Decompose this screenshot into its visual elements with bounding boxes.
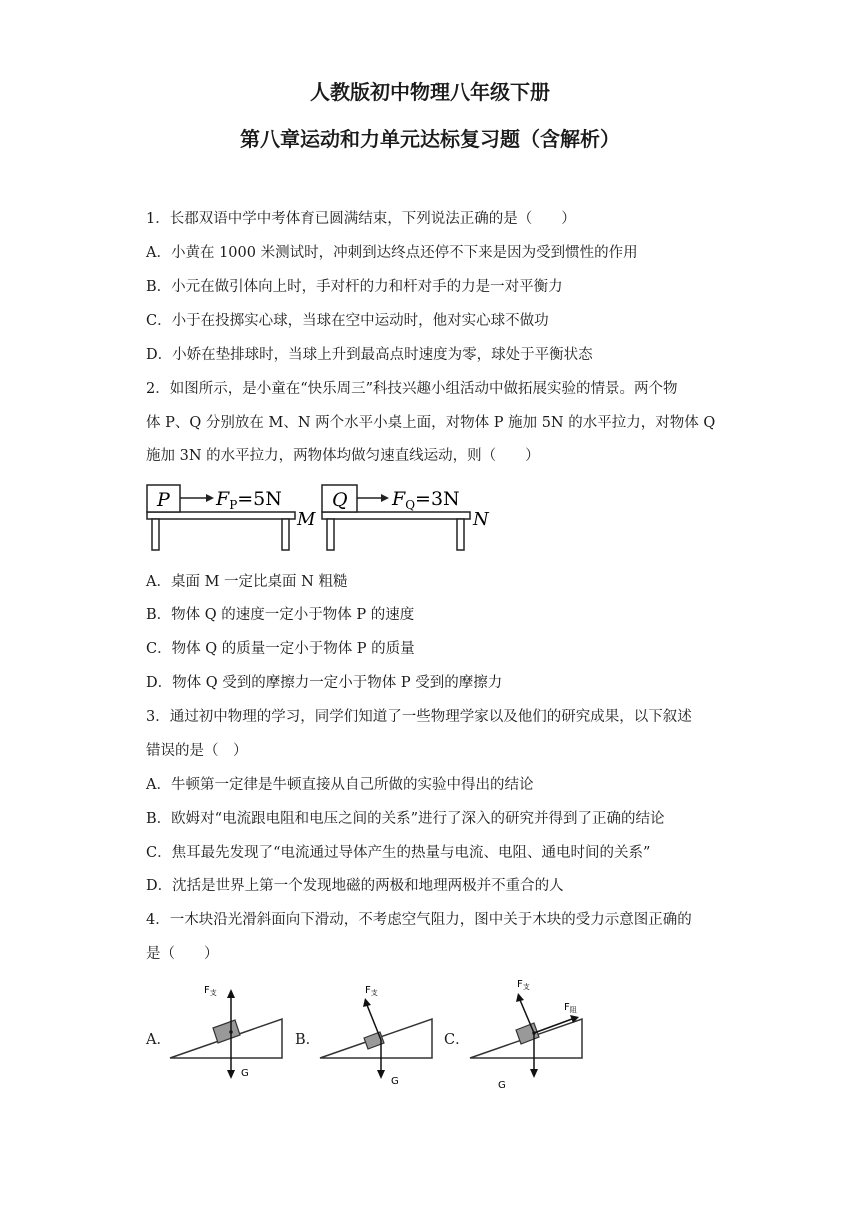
gravity-a-label: G (241, 1068, 249, 1079)
q4-option-a-label: A． (146, 1032, 171, 1048)
gravity-b-label: G (391, 1076, 399, 1087)
svg-text:FP=5N (215, 488, 282, 512)
table-n-leg-left (327, 519, 334, 550)
q1-option-c: C．小于在投掷实心球，当球在空中运动时，他对实心球不做功 (146, 313, 549, 329)
support-force-c-subscript: 支 (522, 983, 530, 991)
q4-option-c-label: C． (444, 1032, 470, 1048)
svg-text:F阻 (564, 1002, 577, 1014)
table-m-leg-left (152, 519, 159, 550)
table-n-top (322, 512, 470, 519)
q2-option-b: B．物体 Q 的速度一定小于物体 P 的速度 (146, 607, 415, 623)
q2-figure-tables (146, 480, 506, 556)
q2-stem-line2: 体 P、Q 分别放在 M、N 两个水平小桌上面，对物体 P 施加 5N 的水平拉力，对物体 Q (146, 415, 716, 431)
support-force-c-arrowhead (516, 993, 524, 1002)
force-q-value: =3N (415, 488, 460, 510)
support-force-b-arrowhead (363, 998, 371, 1007)
q3-option-a: A．牛顿第一定律是牛顿直接从自己所做的实验中得出的结论 (146, 777, 534, 793)
friction-c-subscript: 阻 (569, 1006, 577, 1014)
gravity-a-arrowhead (227, 1070, 235, 1079)
support-force-a-symbol: F (204, 985, 210, 996)
friction-c-symbol: F (564, 1002, 570, 1013)
gravity-b-arrowhead (377, 1070, 385, 1079)
q1-option-d: D．小娇在垫排球时，当球上升到最高点时速度为零，球处于平衡状态 (146, 347, 593, 363)
support-force-a-subscript: 支 (209, 989, 217, 997)
support-force-b-subscript: 支 (370, 989, 378, 997)
q1-option-a: A．小黄在 1000 米测试时，冲刺到达终点还停不下来是因为受到惯性的作用 (146, 245, 638, 261)
svg-text:F支 (365, 985, 378, 997)
q2-stem-line1: 2．如图所示，是小童在“快乐周三”科技兴趣小组活动中做拓展实验的情景。两个物 (146, 381, 678, 397)
q3-option-d: D．沈括是世界上第一个发现地磁的两极和地理两极并不重合的人 (146, 878, 564, 894)
force-p-arrowhead (206, 494, 214, 502)
q2-stem-line3: 施加 3N 的水平拉力，两物体均做匀速直线运动，则（ ） (146, 448, 540, 464)
block-p-label: P (157, 489, 170, 511)
q4-figure-b (318, 978, 443, 1088)
q4-stem-line2: 是（ ） (146, 946, 219, 962)
q3-option-b: B．欧姆对“电流跟电阻和电压之间的关系”进行了深入的研究并得到了正确的结论 (146, 811, 665, 827)
force-p-value: =5N (237, 488, 282, 510)
force-q-arrowhead (381, 494, 389, 502)
support-force-c-symbol: F (517, 979, 523, 990)
document-subtitle: 第八章运动和力单元达标复习题（含解析） (240, 127, 620, 151)
force-p-subscript: P (229, 498, 238, 512)
q3-stem-line1: 3．通过初中物理的学习，同学们知道了一些物理学家以及他们的研究成果，以下叙述 (146, 709, 692, 725)
q1-option-b: B．小元在做引体向上时，手对杆的力和杆对手的力是一对平衡力 (146, 279, 563, 295)
force-q-symbol: F (392, 488, 406, 510)
support-force-b-symbol: F (365, 985, 371, 996)
q3-option-c: C．焦耳最先发现了“电流通过导体产生的热量与电流、电阻、通电时间的关系” (146, 845, 651, 861)
q4-figure-c (468, 970, 593, 1095)
force-q-subscript: Q (405, 498, 416, 512)
table-m-label: M (297, 509, 316, 530)
q4-option-b-label: B． (295, 1032, 321, 1048)
block-q-label: Q (332, 489, 348, 511)
svg-text:F支 (204, 985, 217, 997)
table-n-leg-right (457, 519, 464, 550)
q1-stem: 1．长郡双语中学中考体育已圆满结束，下列说法正确的是（ ） (146, 211, 576, 227)
q2-option-c: C．物体 Q 的质量一定小于物体 P 的质量 (146, 641, 415, 657)
svg-text:FQ=3N (391, 488, 460, 512)
table-n-label: N (473, 509, 489, 530)
document-title: 人教版初中物理八年级下册 (310, 80, 550, 104)
q4-figure-a (168, 978, 293, 1088)
q4-stem-line1: 4．一木块沿光滑斜面向下滑动，不考虑空气阻力，图中关于木块的受力示意图正确的 (146, 912, 692, 928)
support-force-a-arrowhead (227, 989, 235, 998)
svg-text:F支 (517, 979, 530, 991)
q3-stem-line2: 错误的是（ ） (146, 743, 248, 759)
gravity-c-label: G (498, 1080, 506, 1091)
force-p-symbol: F (216, 488, 230, 510)
q2-option-d: D．物体 Q 受到的摩擦力一定小于物体 P 受到的摩擦力 (146, 675, 503, 691)
gravity-c-arrowhead (530, 1069, 538, 1078)
table-m-leg-right (282, 519, 289, 550)
q2-option-a: A．桌面 M 一定比桌面 N 粗糙 (146, 574, 348, 590)
table-m-top (147, 512, 295, 519)
